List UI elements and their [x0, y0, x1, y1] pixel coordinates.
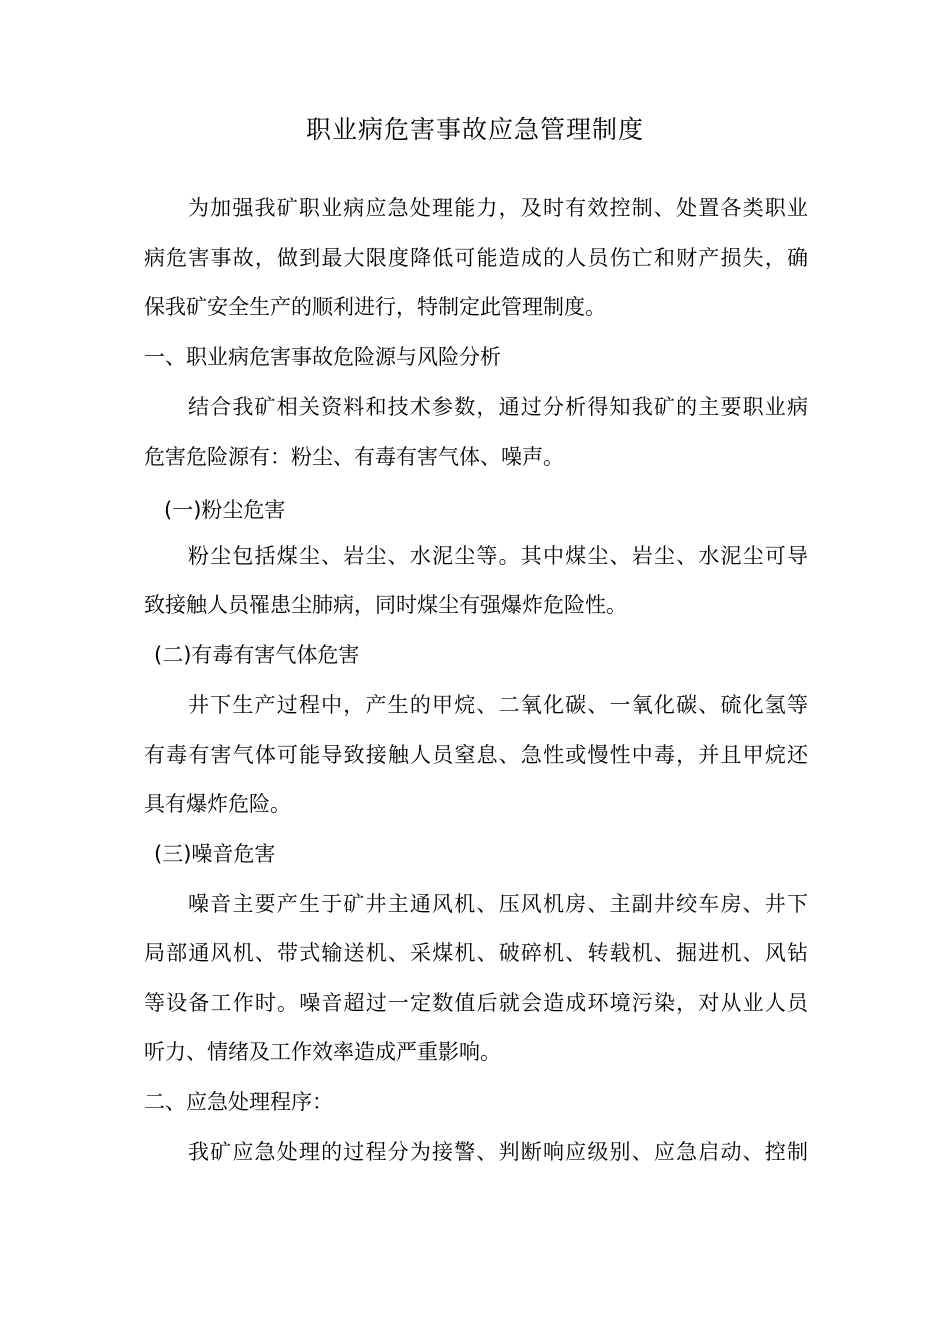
paragraph-line: 噪音主要产生于矿井主通风机、压风机房、主副井绞车房、井下	[188, 892, 808, 916]
paragraph-line: 有毒有害气体可能导致接触人员窒息、急性或慢性中毒，并且甲烷还	[144, 743, 808, 767]
paragraph-line: 致接触人员罹患尘肺病，同时煤尘有强爆炸危险性。	[144, 593, 627, 617]
section-heading: 一、职业病危害事故危险源与风险分析	[144, 345, 501, 369]
paragraph-line: 保我矿安全生产的顺利进行，特制定此管理制度。	[144, 295, 606, 319]
paragraph-line: 局部通风机、带式输送机、采煤机、破碎机、转载机、掘进机、风钻	[144, 941, 808, 965]
subsection-heading: (三)噪音危害	[154, 842, 276, 866]
subsection-heading: (二)有毒有害气体危害	[154, 643, 360, 667]
paragraph-line: 粉尘包括煤尘、岩尘、水泥尘等。其中煤尘、岩尘、水泥尘可导	[188, 544, 808, 568]
subsection-heading: (一)粉尘危害	[164, 498, 286, 522]
paragraph-line: 危害危险源有：粉尘、有毒有害气体、噪声。	[144, 445, 564, 469]
paragraph-line: 为加强我矿职业病应急处理能力，及时有效控制、处置各类职业	[188, 196, 808, 220]
paragraph-line: 听力、情绪及工作效率造成严重影响。	[144, 1040, 501, 1064]
paragraph-line: 具有爆炸危险。	[144, 792, 291, 816]
paragraph-line: 病危害事故，做到最大限度降低可能造成的人员伤亡和财产损失，确	[144, 246, 808, 270]
paragraph-line: 等设备工作时。噪音超过一定数值后就会造成环境污染，对从业人员	[144, 991, 808, 1015]
section-heading: 二、应急处理程序：	[144, 1090, 333, 1114]
paragraph-line: 我矿应急处理的过程分为接警、判断响应级别、应急启动、控制	[188, 1140, 808, 1164]
document-title: 职业病危害事故应急管理制度	[305, 115, 644, 144]
paragraph-line: 井下生产过程中，产生的甲烷、二氧化碳、一氧化碳、硫化氢等	[188, 693, 808, 717]
paragraph-line: 结合我矿相关资料和技术参数，通过分析得知我矿的主要职业病	[188, 395, 808, 419]
